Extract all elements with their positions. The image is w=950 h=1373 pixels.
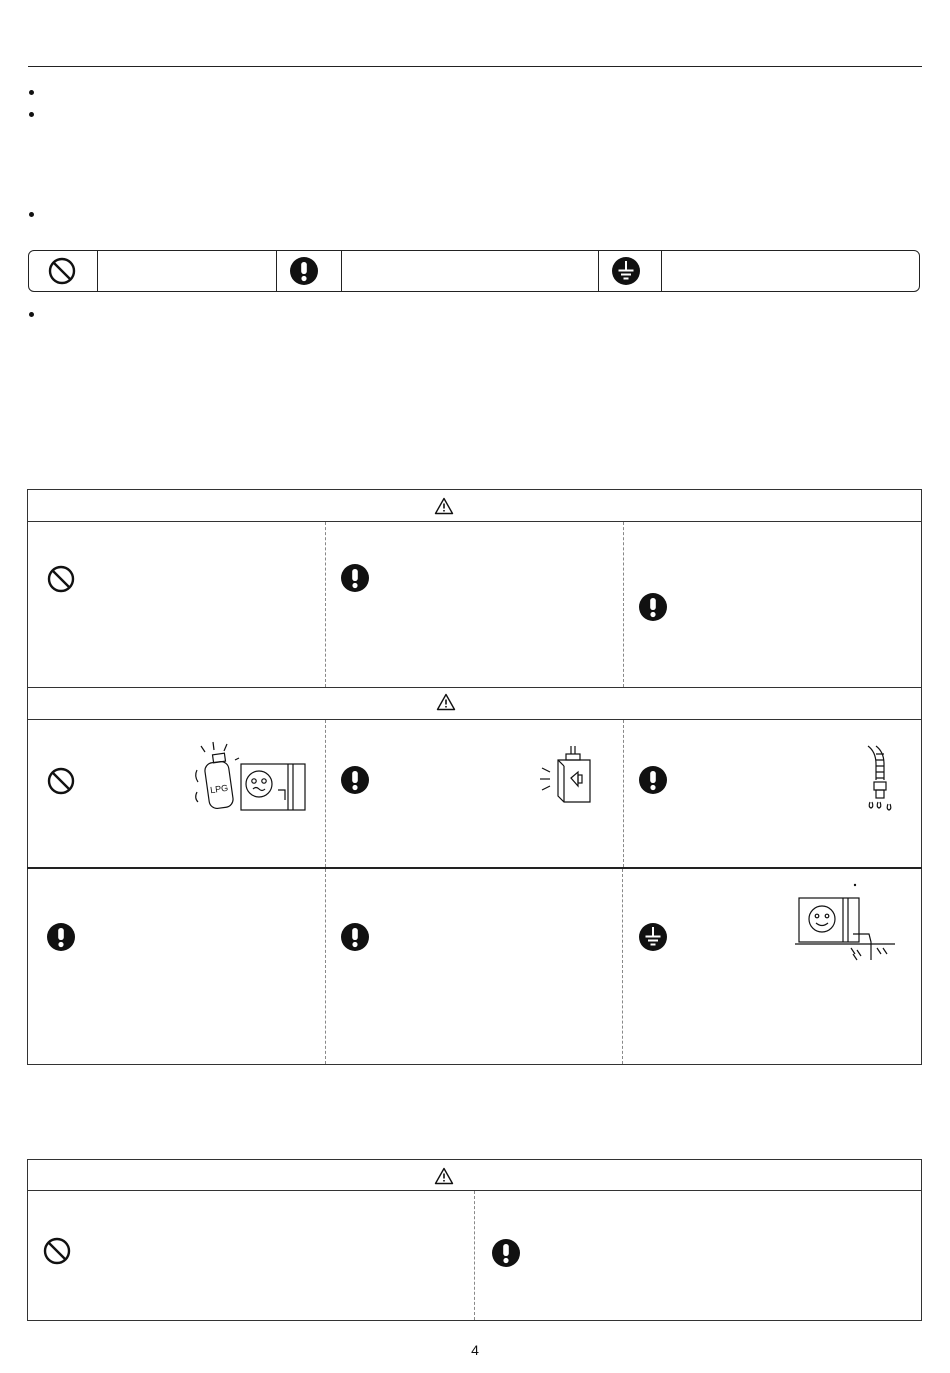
header-rule [27,719,922,720]
page-number: 4 [471,1342,479,1358]
header-rule [27,521,922,522]
row-separator [27,867,922,869]
grounded-outdoor-unit-illustration [795,882,897,964]
bullet-3 [29,212,34,217]
exclamation-icon [46,922,76,952]
legend-divider [276,251,277,291]
bullet-4 [29,312,34,317]
warning-triangle-icon [434,1167,454,1185]
warning-triangle-icon [436,693,456,711]
column-divider [622,869,623,1064]
exclamation-icon [638,765,668,795]
warning-table [27,489,922,1065]
lpg-label: LPG [209,782,229,796]
drain-hose-illustration [862,744,902,818]
lpg-cylinder-near-unit-illustration [193,740,308,812]
exclamation-icon [289,256,319,286]
legend-divider [598,251,599,291]
top-rule [28,66,922,67]
prohibited-icon [46,564,76,594]
bullet-1 [29,90,34,95]
symbol-legend [28,250,920,292]
column-divider [623,522,624,687]
exclamation-icon [491,1238,521,1268]
prohibited-icon [47,256,77,286]
column-divider [325,522,326,687]
prohibited-icon [42,1236,72,1266]
header-rule [27,687,922,688]
ground-icon [611,256,641,286]
exclamation-icon [638,592,668,622]
column-divider [325,869,326,1064]
column-divider [325,720,326,867]
bullet-2 [29,112,34,117]
exclamation-icon [340,563,370,593]
prohibited-icon [46,766,76,796]
legend-divider [661,251,662,291]
legend-divider [341,251,342,291]
exclamation-icon [340,922,370,952]
warning-triangle-icon [434,497,454,515]
column-divider [623,720,624,867]
column-divider [474,1191,475,1320]
legend-divider [97,251,98,291]
exclamation-icon [340,765,370,795]
ground-icon [638,922,668,952]
switch-box-illustration [538,746,598,806]
